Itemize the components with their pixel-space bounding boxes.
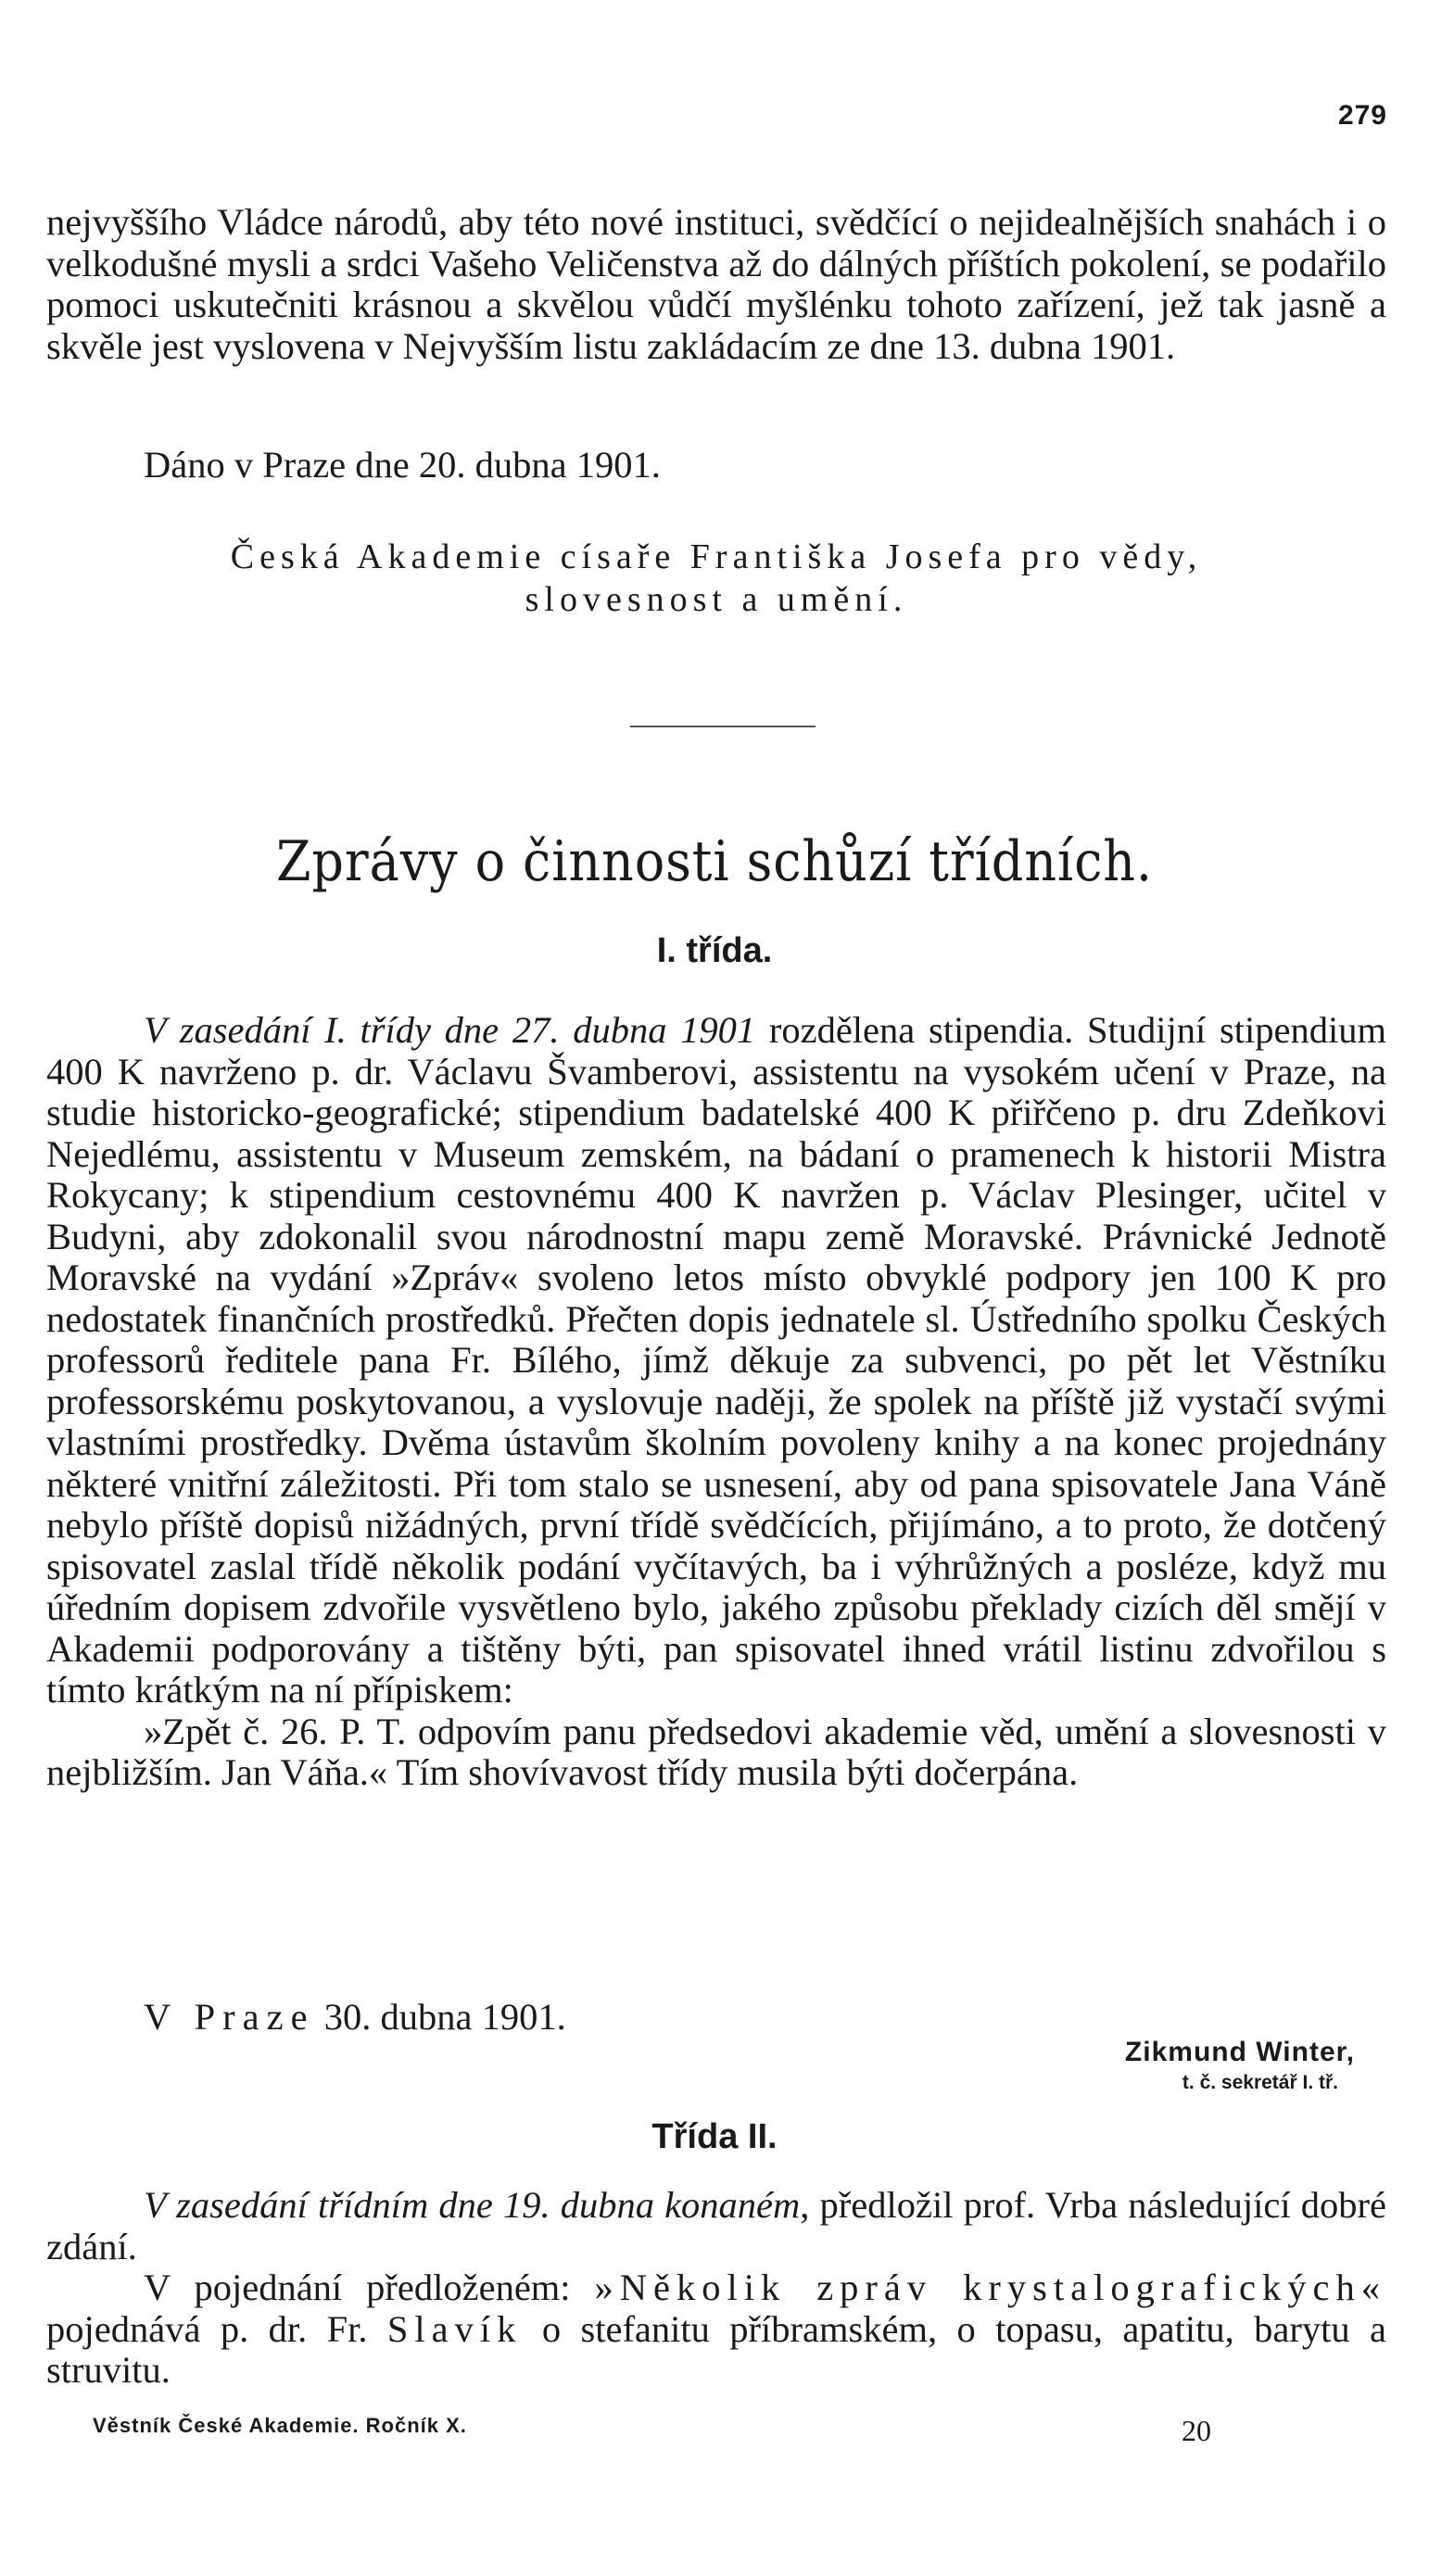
class-2-report <box>46 2185 1386 2392</box>
class-1-report <box>46 1010 1386 1794</box>
class-2-p2-title: »Několik zpráv krystalografických« <box>594 2267 1386 2308</box>
section-divider <box>630 726 816 727</box>
class-1-opening: V zasedání I. třídy dne 27. dubna 1901 <box>144 1009 756 1051</box>
class-2-text-1: , předložil prof. Vrba následující dobré zdání. <box>46 2184 1386 2267</box>
intro-text: nejvyššího Vládce národů, aby této nové instituci, svědčící o nejidealnějších snahách i o velkodušné mysli a srdci Vašeho Veličenstva až do dálných příštích pokolení, se podařilo pomoci uskutečniti krásnou a skvělou vůdčí myšlénku tohoto zařízení, jež tak jasně a skvěle jest vyslovena v Nejvyšším listu zakládacím ze dne 13. dubna 1901. <box>46 201 1386 367</box>
class-2-heading: Třída II. <box>651 2117 778 2156</box>
place-date: 30. dubna 1901. <box>314 1996 566 2038</box>
class-2-p2-mid: pojednává p. dr. Fr. <box>46 2307 387 2350</box>
signature-name: Zikmund Winter, <box>1124 2037 1355 2067</box>
class-1-text: rozdělena stipendia. Studijní stipendium 400 K navrženo p. dr. Václavu Švamberovi, assistentu na vysokém učení v Praze, na studie historicko-geografické; stipendium badatelské 400 K přiřčeno p. dru Zdeňkovi Nejedlému, assistentu v Museum zemském, na bádaní o pramenech k historii Mistra Rokycany; k stipendium cestovnému 400 K navržen p. Václav Plesinger, učitel v Budyni, aby zdokonalil svou národnostní mapu země Moravské. Právnické Jednotě Moravské na vydání »Zpráv« svoleno letos místo obvyklé podpory jen 100 K pro nedostatek finančních prostředků. Přečten dopis jednatele sl. Ústředního spolku Českých professorů ředitele pana Fr. Bílého, jímž děkuje za subvenci, po pět let Věstníku professorskému poskytovanou, a vyslovuje naději, že spolek na příště již vystačí svými vlastními prostředky. Dvěma ústavům školním povoleny knihy a na konec projednány některé vnitřní záležitosti. Při tom stalo se usnesení, aby od pana spisovatele Jana Váně nebylo příště dopisů nižádných, první třídě svědčících, přijímáno, a to proto, že dotčený spisovatel zaslal třídě několik podání vyčítavých, ba i výhrůžných a posléze, když mu úředním dopisem zdvořile vysvětleno bylo, jakého způsobu překlady cizích děl smějí v Akademii podporovány a tištěny býti, pan spisovatel ihned vrátil listinu zdvořilou s tímto krátkým na ní přípiskem: <box>46 1009 1386 1711</box>
intro-paragraph <box>46 202 1386 367</box>
class-2-paragraph-1 <box>46 2185 1386 2267</box>
class-2-paragraph-2 <box>46 2267 1386 2392</box>
academy-line-2: slovesnost a umění. <box>525 580 908 619</box>
place-word: V Praze <box>144 1996 315 2038</box>
signature-title: t. č. sekretář I. tř. <box>1182 2072 1338 2093</box>
class-1-paragraph <box>46 1010 1386 1711</box>
footer-journal: Věstník České Akademie. Ročník X. <box>93 2414 467 2437</box>
academy-line-1: Česká Akademie císaře Františka Josefa pro vědy, <box>230 537 1203 576</box>
dated-line: Dáno v Praze dne 20. dubna 1901. <box>144 444 661 486</box>
class-1-quote: »Zpět č. 26. P. T. odpovím panu předsedovi akademie věd, umění a slovesnosti v nejbližším. Jan Váňa.« Tím shovívavost třídy musila býti dočerpána. <box>46 1710 1386 1793</box>
class-2-p2-author: Slavík <box>386 2307 523 2350</box>
signature-block <box>1125 2037 1355 2094</box>
class-2-p2-end: o stefanitu příbramském, o topasu, apatitu, barytu a struvitu. <box>46 2307 1386 2391</box>
class-1-heading: I. třída. <box>656 931 773 970</box>
academy-signature <box>46 536 1386 621</box>
footer-sheet-number: 20 <box>1182 2414 1211 2447</box>
place-date-line <box>144 1995 566 2039</box>
class-2-p2-start: V pojednání předloženém: <box>144 2267 595 2308</box>
class-2-opening: V zasedání třídním dne 19. dubna konaném <box>144 2184 801 2226</box>
section-title: Zprávy o činnosti schůzí třídních. <box>276 829 1153 894</box>
page-number: 279 <box>1337 100 1387 131</box>
